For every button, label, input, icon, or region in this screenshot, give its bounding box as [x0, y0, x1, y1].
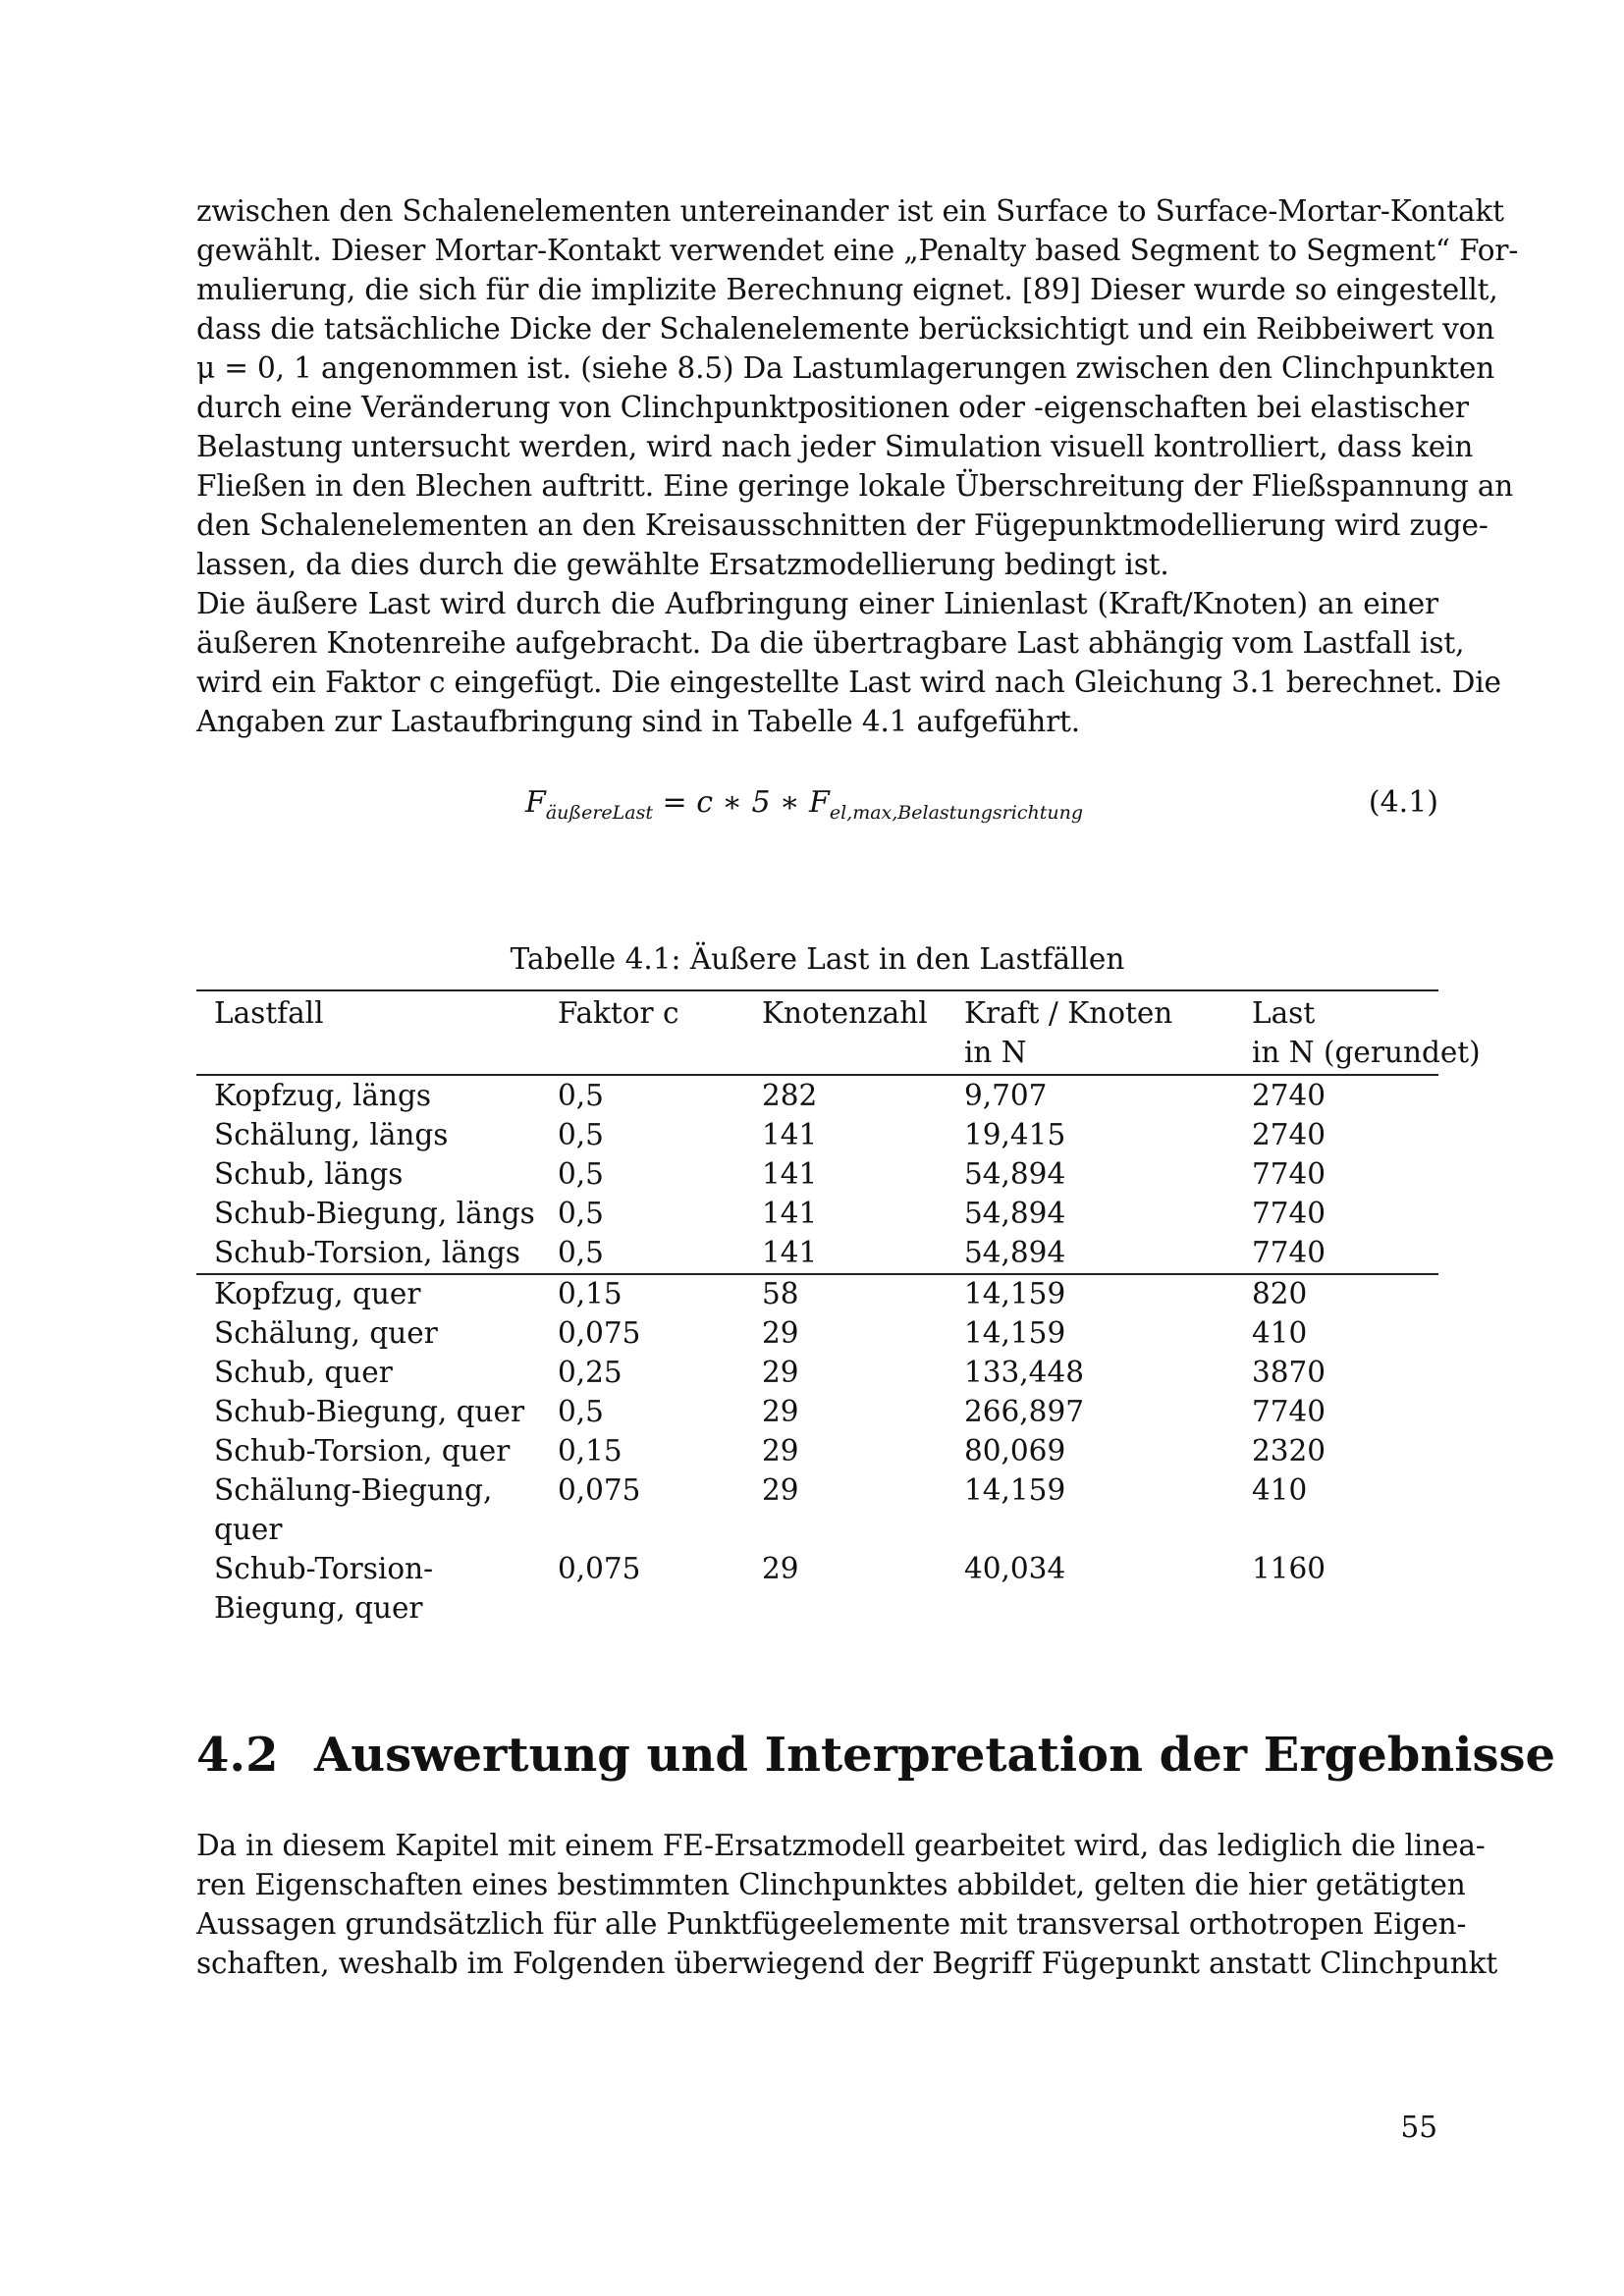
text-line: wird ein Faktor c eingefügt. Die eingestellte Last wird nach Gleichung 3.1 berechnet. Die — [196, 666, 1501, 699]
table-row — [196, 1431, 1473, 1470]
table-cell: 0,15 — [558, 1277, 623, 1310]
table-cell: 0,5 — [558, 1079, 604, 1112]
text-line: Da in diesem Kapitel mit einem FE-Ersatzmodell gearbeitet wird, das lediglich die linea- — [196, 1829, 1486, 1862]
section-heading — [196, 1728, 1555, 1783]
table-cell: Schub-Biegung, längs — [214, 1197, 535, 1230]
table-caption: Tabelle 4.1: Äußere Last in den Lastfällen — [510, 942, 1125, 976]
table-cell: 3870 — [1252, 1356, 1326, 1389]
table-cell: 29 — [762, 1473, 799, 1507]
table-cell: 54,894 — [964, 1157, 1066, 1191]
table-row — [196, 1194, 1473, 1233]
equation-row — [196, 785, 1438, 834]
table-cell: 29 — [762, 1395, 799, 1428]
text-line: Aussagen grundsätzlich für alle Punktfügeelemente mit transversal orthotropen Eigen- — [196, 1907, 1467, 1941]
table-row — [196, 1115, 1473, 1154]
table-cell: 40,034 — [964, 1552, 1066, 1585]
table-cell: 29 — [762, 1434, 799, 1468]
table-cell: 820 — [1252, 1277, 1308, 1310]
equation-number: (4.1) — [1368, 785, 1438, 820]
table-cell: 2740 — [1252, 1118, 1326, 1151]
table-row — [196, 1549, 1473, 1588]
equation-lhs-subscript: äußereLast — [545, 802, 653, 824]
table-cell: 410 — [1252, 1316, 1308, 1350]
equation — [525, 785, 1083, 824]
text-line: den Schalenelementen an den Kreisausschnitten der Fügepunktmodellierung wird zuge- — [196, 508, 1489, 542]
table-cell: 2320 — [1252, 1434, 1326, 1468]
table-cell: 7740 — [1252, 1157, 1326, 1191]
text-line: Fließen in den Blechen auftritt. Eine geringe lokale Überschreitung der Fließspannung an — [196, 469, 1514, 503]
table-cell: 0,5 — [558, 1395, 604, 1428]
table-cell: 141 — [762, 1118, 818, 1151]
section-number: 4.2 — [196, 1728, 279, 1783]
table-row — [196, 1233, 1473, 1272]
text-line: Angaben zur Lastaufbringung sind in Tabelle 4.1 aufgeführt. — [196, 705, 1080, 738]
table-row — [196, 1076, 1473, 1115]
header-kraft-unit: in N — [964, 1036, 1027, 1069]
table-cell: 0,075 — [558, 1473, 641, 1507]
table-cell: 2740 — [1252, 1079, 1326, 1112]
table-cell: 141 — [762, 1236, 818, 1269]
table-cell: 0,5 — [558, 1236, 604, 1269]
section-paragraph — [196, 1826, 1498, 1983]
table-cell: 7740 — [1252, 1197, 1326, 1230]
table-header-row-2 — [196, 1033, 1481, 1072]
text-line: gewählt. Dieser Mortar-Kontakt verwendet eine „Penalty based Segment to Segment“ For- — [196, 234, 1519, 267]
text-line: lassen, da dies durch die gewählte Ersatzmodellierung bedingt ist. — [196, 548, 1169, 581]
section-text-block — [196, 1826, 1498, 1983]
load-paragraph — [196, 584, 1501, 741]
text-line: μ = 0, 1 angenommen ist. (siehe 8.5) Da Lastumlagerungen zwischen den Clinchpunkten — [196, 351, 1495, 385]
table-row — [196, 1392, 1473, 1431]
text-line: äußeren Knotenreihe aufgebracht. Da die übertragbare Last abhängig vom Lastfall ist, — [196, 626, 1465, 660]
table-cell: Schälung, quer — [214, 1316, 438, 1350]
header-knotenzahl: Knotenzahl — [762, 996, 928, 1030]
table-cell: Schub-Biegung, quer — [214, 1395, 525, 1428]
table-cell: 58 — [762, 1277, 799, 1310]
table-cell: 1160 — [1252, 1552, 1326, 1585]
table-cell: 0,5 — [558, 1197, 604, 1230]
table-cell: 7740 — [1252, 1395, 1326, 1428]
table-cell: 9,707 — [964, 1079, 1048, 1112]
table-cell: quer — [214, 1513, 283, 1546]
table-header-row — [196, 993, 1473, 1033]
equation-rhs-subscript: el,max,Belastungsrichtung — [829, 802, 1083, 824]
text-line: zwischen den Schalenelementen untereinander ist ein Surface to Surface-Mortar-Kontakt — [196, 194, 1504, 228]
table-cell: 141 — [762, 1157, 818, 1191]
table-cell: 54,894 — [964, 1236, 1066, 1269]
table-cell: Schub, längs — [214, 1157, 404, 1191]
table-cell: 7740 — [1252, 1236, 1326, 1269]
table-cell: 410 — [1252, 1473, 1308, 1507]
table-cell: 0,5 — [558, 1157, 604, 1191]
table-cell: 29 — [762, 1356, 799, 1389]
equation-middle: = c ∗ 5 ∗ F — [653, 785, 830, 820]
table-cell: 0,075 — [558, 1316, 641, 1350]
text-line: Die äußere Last wird durch die Aufbringung einer Linienlast (Kraft/Knoten) an einer — [196, 587, 1438, 620]
table-cell: 0,5 — [558, 1118, 604, 1151]
table-top-rule — [196, 989, 1438, 991]
table-cell: Schub-Torsion, längs — [214, 1236, 520, 1269]
text-line: Belastung untersucht werden, wird nach jeder Simulation visuell kontrolliert, dass kein — [196, 430, 1474, 463]
table-cell: 19,415 — [964, 1118, 1066, 1151]
intro-paragraph — [196, 191, 1519, 584]
table-row — [196, 1313, 1473, 1353]
table-row — [196, 1154, 1473, 1194]
table-cell: Kopfzug, längs — [214, 1079, 432, 1112]
table-cell: 14,159 — [964, 1473, 1066, 1507]
table-cell: Biegung, quer — [214, 1591, 423, 1625]
table-row — [196, 1353, 1473, 1392]
table-cell: 266,897 — [964, 1395, 1084, 1428]
table-cell: Schub, quer — [214, 1356, 393, 1389]
table-row — [196, 1274, 1473, 1313]
table-row-continuation — [196, 1510, 1473, 1549]
header-lastfall: Lastfall — [214, 996, 324, 1030]
table-cell: 80,069 — [964, 1434, 1066, 1468]
text-line: schaften, weshalb im Folgenden überwiegend der Begriff Fügepunkt anstatt Clinchpunkt — [196, 1947, 1498, 1980]
intro-text-block — [196, 191, 1519, 741]
table-cell: 29 — [762, 1552, 799, 1585]
table-cell: 0,075 — [558, 1552, 641, 1585]
table-cell: 29 — [762, 1316, 799, 1350]
table-cell: Kopfzug, quer — [214, 1277, 421, 1310]
table-row-continuation — [196, 1588, 1473, 1628]
table-cell: Schälung-Biegung, — [214, 1473, 493, 1507]
section-title: Auswertung und Interpretation der Ergebnisse — [314, 1728, 1556, 1783]
table-cell: 133,448 — [964, 1356, 1084, 1389]
table-row — [196, 1470, 1473, 1510]
table-cell: Schälung, längs — [214, 1118, 449, 1151]
text-line: durch eine Veränderung von Clinchpunktpositionen oder -eigenschaften bei elastischer — [196, 391, 1469, 424]
table-cell: 141 — [762, 1197, 818, 1230]
header-last-unit: in N (gerundet) — [1252, 1036, 1481, 1069]
equation-lhs: F — [525, 785, 546, 820]
text-line: dass die tatsächliche Dicke der Schalenelemente berücksichtigt und ein Reibbeiwert von — [196, 312, 1495, 346]
table-cell: Schub-Torsion, quer — [214, 1434, 511, 1468]
text-line: ren Eigenschaften eines bestimmten Clinchpunktes abbildet, gelten die hier getätigten — [196, 1868, 1466, 1901]
table-cell: 0,25 — [558, 1356, 623, 1389]
table-cell: 0,15 — [558, 1434, 623, 1468]
text-line: mulierung, die sich für die implizite Berechnung eignet. [89] Dieser wurde so eingestellt, — [196, 273, 1498, 306]
table-cell: 282 — [762, 1079, 818, 1112]
header-faktor: Faktor c — [558, 996, 679, 1030]
header-kraft: Kraft / Knoten — [964, 996, 1173, 1030]
page-number: 55 — [1400, 2110, 1437, 2144]
header-last: Last — [1252, 996, 1316, 1030]
table-cell: 54,894 — [964, 1197, 1066, 1230]
table-cell: Schub-Torsion- — [214, 1552, 434, 1585]
table-cell: 14,159 — [964, 1316, 1066, 1350]
table-cell: 14,159 — [964, 1277, 1066, 1310]
